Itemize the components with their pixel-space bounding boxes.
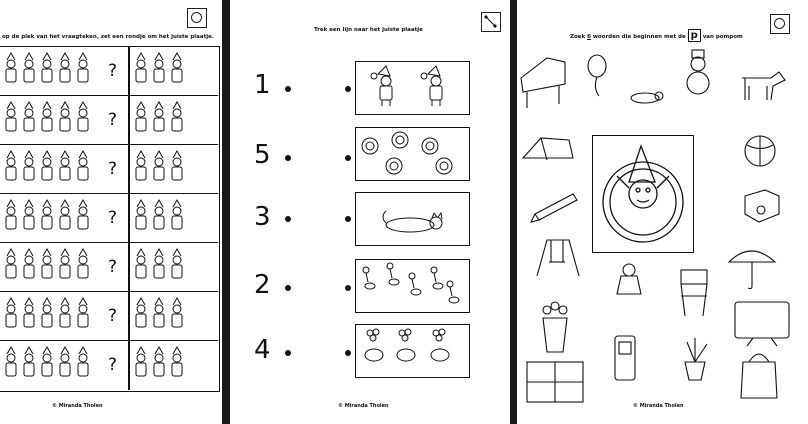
doll-icon (617, 264, 641, 294)
picture-box-two-gnomes[interactable] (355, 61, 470, 115)
bag-icon (741, 354, 777, 398)
popcorn-icon (543, 302, 567, 352)
column-divider (128, 47, 130, 95)
choice-figure-icon[interactable] (132, 198, 192, 238)
pompom-icon (593, 136, 693, 252)
face-in-ring-icon (356, 128, 468, 178)
figure-icon (2, 247, 102, 287)
figure-icon (2, 345, 102, 385)
copyright-footer: © Miranda Tholen (52, 403, 103, 409)
end-dot[interactable] (345, 285, 351, 291)
worksheet-match-numbers (230, 0, 510, 424)
balloon-icon (588, 55, 606, 96)
connect-dots-symbol-icon (481, 12, 501, 32)
end-dot[interactable] (345, 155, 351, 161)
chair-icon (681, 270, 707, 316)
ball-icon (745, 136, 775, 166)
grid-row (0, 96, 218, 145)
number-label: 5 (254, 140, 271, 170)
piano-icon (521, 58, 565, 108)
choice-figure-icon[interactable] (132, 149, 192, 189)
choice-figure-icon[interactable] (132, 345, 192, 385)
pencil-icon (531, 194, 577, 222)
question-mark: ? (108, 355, 118, 375)
horse-icon (742, 72, 785, 100)
grid-row (0, 243, 218, 292)
swing-icon (537, 240, 579, 276)
column-divider (128, 341, 130, 390)
grid-row (0, 145, 218, 194)
tent-icon (523, 138, 573, 160)
question-mark: ? (108, 110, 118, 130)
phone-icon (615, 336, 635, 380)
start-dot[interactable] (285, 285, 291, 291)
question-mark: ? (108, 61, 118, 81)
question-mark: ? (108, 257, 118, 277)
bird-balloon-icon (356, 260, 468, 310)
grid-row (0, 47, 218, 96)
number-label: 3 (254, 202, 271, 232)
column-divider (128, 96, 130, 144)
end-dot[interactable] (345, 86, 351, 92)
bird-balloon-bunch-icon (356, 325, 468, 375)
tv-icon (735, 302, 789, 346)
pompom-picture-card (592, 135, 694, 253)
figure-icon (2, 51, 102, 91)
choice-figure-icon[interactable] (132, 100, 192, 140)
plant-icon (685, 338, 707, 380)
picture-box-cat[interactable] (355, 192, 470, 246)
choice-figure-icon[interactable] (132, 51, 192, 91)
worksheet-instruction: op de plek van het vraagteken, zet een rondje om het juiste plaatje. (2, 34, 214, 40)
snowman-icon (687, 50, 709, 94)
start-dot[interactable] (285, 350, 291, 356)
grid-row (0, 194, 218, 243)
cat-icon (631, 92, 663, 103)
answer-grid (0, 46, 220, 392)
figure-icon (2, 149, 102, 189)
figure-icon (2, 296, 102, 336)
puzzle-box-icon (745, 190, 779, 222)
question-mark: ? (108, 306, 118, 326)
column-divider (128, 145, 130, 193)
copyright-footer: © Miranda Tholen (338, 403, 389, 409)
end-dot[interactable] (345, 350, 351, 356)
start-dot[interactable] (285, 216, 291, 222)
picture-box-birds-bunches[interactable] (355, 324, 470, 378)
figure-icon (2, 100, 102, 140)
letter-p-box: p (688, 29, 701, 42)
picture-box-birds-balloons[interactable] (355, 259, 470, 313)
grid-row (0, 341, 218, 390)
column-divider (128, 292, 130, 340)
choice-figure-icon[interactable] (132, 247, 192, 287)
figure-icon (2, 198, 102, 238)
umbrella-icon (729, 251, 775, 289)
end-dot[interactable] (345, 216, 351, 222)
cat-icon (356, 193, 468, 243)
choice-figure-icon[interactable] (132, 296, 192, 336)
question-mark: ? (108, 208, 118, 228)
number-label: 1 (254, 70, 271, 100)
worksheet-odd-one-out (0, 0, 222, 424)
question-mark: ? (108, 159, 118, 179)
worksheet-instruction: Trek een lijn naar het juiste plaatje (314, 27, 423, 33)
worksheet-find-p-words (517, 0, 808, 424)
worksheet-instruction: Zoek 6 woorden die beginnen met de p van pompom (570, 30, 743, 41)
jigsaw-icon (527, 362, 583, 402)
column-divider (128, 194, 130, 242)
number-label: 2 (254, 270, 271, 300)
start-dot[interactable] (285, 86, 291, 92)
picture-box-five-faces[interactable] (355, 127, 470, 181)
copyright-footer: © Miranda Tholen (633, 403, 684, 409)
circle-symbol-icon (187, 8, 207, 28)
column-divider (128, 243, 130, 291)
grid-row (0, 292, 218, 341)
number-label: 4 (254, 335, 271, 365)
gnome-icon (356, 62, 468, 112)
start-dot[interactable] (285, 155, 291, 161)
